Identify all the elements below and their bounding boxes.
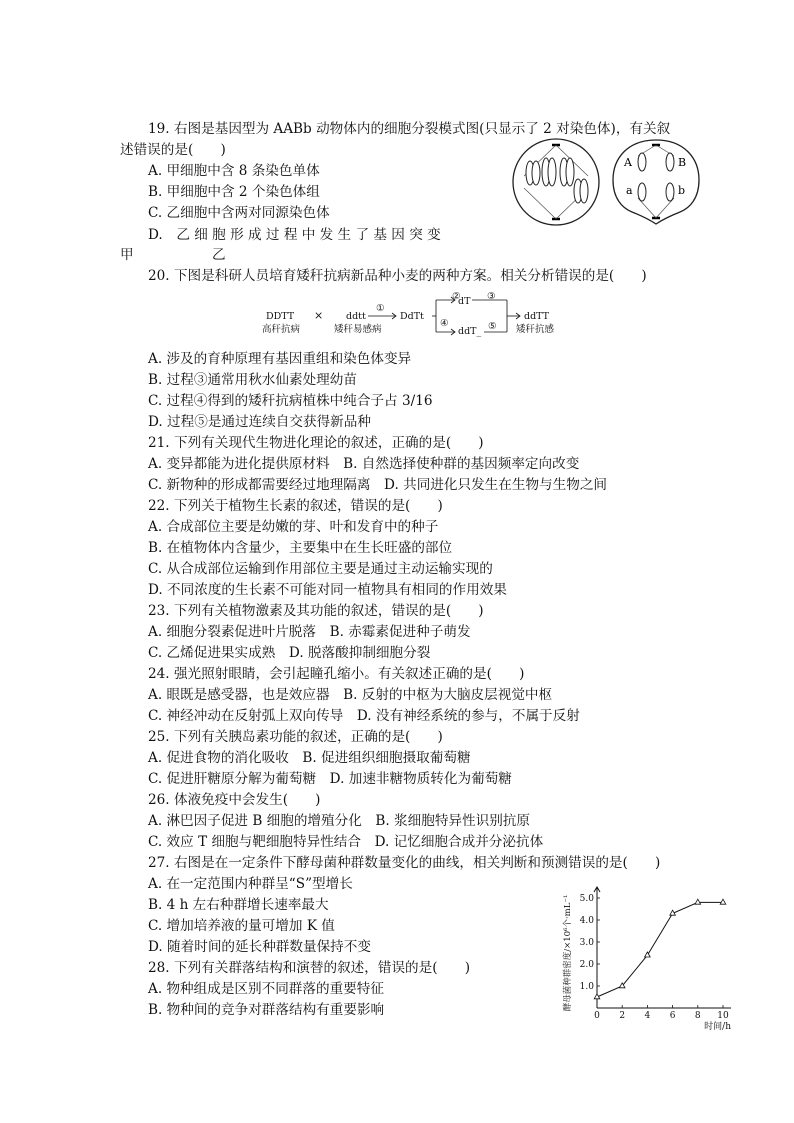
q28-option-a: A. 物种组成是区别不同群落的重要特征 — [148, 981, 384, 997]
q28-stem: 28. 下列有关群落结构和演替的叙述，错误的是( ) — [148, 960, 471, 976]
q25-stem: 25. 下列有关胰岛素功能的叙述，正确的是( ) — [148, 729, 443, 745]
x-tick-label: 4 — [644, 1011, 651, 1021]
y-tick-label: 3.0 — [579, 938, 594, 948]
q19-option-c: C. 乙细胞中含两对同源染色体 — [148, 205, 330, 221]
q24-stem: 24. 强光照射眼睛，会引起瞳孔缩小。有关叙述正确的是( ) — [148, 666, 525, 682]
q21-options-ab: A. 变异都能为进化提供原材料 B. 自然选择使种群的基因频率定向改变 — [148, 456, 580, 472]
step-4: ④ — [440, 318, 449, 329]
q27-option-a: A. 在一定范围内种群呈“S”型增长 — [148, 876, 353, 892]
f1-genotype: DdTt — [400, 311, 424, 322]
y-tick-label: 2.0 — [579, 960, 594, 970]
y-axis-label: 酵母菌种群密度/×10⁶个·mL⁻¹ — [563, 894, 573, 1012]
cell-yi — [613, 140, 699, 224]
population-curve — [597, 902, 723, 997]
parent-1-label: 高秆抗病 — [262, 324, 301, 335]
y-tick-label: 5.0 — [579, 894, 594, 904]
q23-stem: 23. 下列有关植物激素及其功能的叙述，错误的是( ) — [148, 603, 484, 619]
q19-stem-line1: 19. 右图是基因型为 AABb 动物体内的细胞分裂模式图(只显示了 2 对染色体)，有关叙 — [148, 121, 671, 137]
q25-options-cd: C. 促进肝糖原分解为葡萄糖 D. 加速非糖物质转化为葡萄糖 — [148, 771, 512, 787]
x-tick-label: 0 — [594, 1011, 600, 1021]
q27-stem: 27. 右图是在一定条件下酵母菌种群数量变化的曲线，相关判断和预测错误的是( ) — [148, 855, 661, 871]
step-1: ① — [376, 303, 385, 314]
q26-options-cd: C. 效应 T 细胞与靶细胞特异性结合 D. 记忆细胞合成并分泌抗体 — [148, 834, 544, 850]
data-point — [695, 899, 701, 904]
q26-options-ab: A. 淋巴因子促进 B 细胞的增殖分化 B. 浆细胞特异性识别抗原 — [148, 813, 530, 829]
cell-jia — [513, 139, 599, 225]
step-3: ③ — [487, 291, 496, 302]
q22-option-d: D. 不同浓度的生长素不可能对同一植物具有相同的作用效果 — [148, 582, 507, 598]
q27-option-c: C. 增加培养液的量可增加 K 值 — [148, 918, 335, 934]
q24-options-cd: C. 神经冲动在反射弧上双向传导 D. 没有神经系统的参与，不属于反射 — [148, 708, 580, 724]
q22-option-b: B. 在植物体内含量少，主要集中在生长旺盛的部位 — [148, 540, 453, 556]
step-5: ⑤ — [488, 321, 497, 332]
x-axis-label: 时间/h — [704, 1022, 731, 1032]
cell-division-figure — [510, 136, 710, 230]
breeding-scheme-diagram — [262, 290, 562, 340]
parent-1: DDTT — [266, 311, 295, 322]
result-genotype: ddTT — [524, 311, 550, 322]
q22-stem: 22. 下列关于植物生长素的叙述，错误的是( ) — [148, 498, 443, 514]
q28-option-b: B. 物种间的竞争对群落结构有重要影响 — [148, 1002, 385, 1018]
allele-a-label: a — [626, 184, 633, 197]
q19-option-b: B. 甲细胞中含 2 个染色体组 — [148, 184, 320, 200]
q19-stem-line2: 述错误的是( ) — [120, 142, 226, 158]
q22-option-c: C. 从合成部位运输到作用部位主要是通过主动运输实现的 — [148, 561, 493, 577]
q21-stem: 21. 下列有关现代生物进化理论的叙述，正确的是( ) — [148, 435, 484, 451]
q19-option-a: A. 甲细胞中含 8 条染色单体 — [148, 163, 320, 179]
q23-options-ab: A. 细胞分裂素促进叶片脱落 B. 赤霉素促进种子萌发 — [148, 624, 471, 640]
cross-symbol: × — [314, 309, 324, 322]
x-tick-label: 2 — [619, 1011, 626, 1021]
cell-label-yi: 乙 — [212, 247, 226, 263]
q20-stem: 20. 下图是科研人员培育矮秆抗病新品种小麦的两种方案。相关分析错误的是( ) — [148, 268, 647, 284]
q27-option-d: D. 随着时间的延长种群数量保持不变 — [148, 939, 371, 955]
x-tick-label: 6 — [669, 1011, 676, 1021]
q24-options-ab: A. 眼既是感受器，也是效应器 B. 反射的中枢为大脑皮层视觉中枢 — [148, 687, 553, 703]
y-tick-label: 1.0 — [579, 982, 594, 992]
q25-options-ab: A. 促进食物的消化吸收 B. 促进组织细胞摄取葡萄糖 — [148, 750, 471, 766]
q22-option-a: A. 合成部位主要是幼嫩的芽、叶和发育中的种子 — [148, 519, 439, 535]
cell-label-jia: 甲 — [120, 247, 134, 263]
selected-genotype: ddT_ — [458, 326, 482, 337]
allele-B-label: B — [678, 156, 687, 169]
x-tick-label: 10 — [717, 1011, 729, 1021]
q26-stem: 26. 体液免疫中会发生( ) — [148, 792, 321, 808]
q20-option-a: A. 涉及的育种原理有基因重组和染色体变异 — [148, 351, 412, 367]
yeast-population-chart — [560, 872, 740, 1032]
q23-options-cd: C. 乙烯促进果实成熟 D. 脱落酸抑制细胞分裂 — [148, 645, 431, 661]
step-2: ② — [452, 291, 461, 302]
x-tick-label: 8 — [694, 1011, 701, 1021]
allele-b-label: b — [678, 184, 686, 197]
q27-option-b: B. 4 h 左右种群增长速率最大 — [148, 897, 329, 913]
parent-2: ddtt — [346, 311, 366, 322]
y-tick-label: 4.0 — [579, 916, 594, 926]
q20-option-c: C. 过程④得到的矮秆抗病植株中纯合子占 3/16 — [148, 393, 433, 409]
q21-options-cd: C. 新物种的形成都需要经过地理隔离 D. 共同进化只发生在生物与生物之间 — [148, 477, 608, 493]
allele-A-label: A — [624, 156, 632, 169]
parent-2-label: 矮秆易感病 — [334, 324, 382, 335]
result-label: 矮秆抗感 — [516, 324, 555, 335]
q20-option-b: B. 过程③通常用秋水仙素处理幼苗 — [148, 372, 357, 388]
gamete-genotype: dT — [458, 296, 471, 307]
q19-option-d: D. 乙 细 胞 形 成 过 程 中 发 生 了 基 因 突 变 — [148, 227, 441, 243]
q20-option-d: D. 过程⑤是通过连续自交获得新品种 — [148, 414, 371, 430]
data-point — [720, 899, 726, 904]
